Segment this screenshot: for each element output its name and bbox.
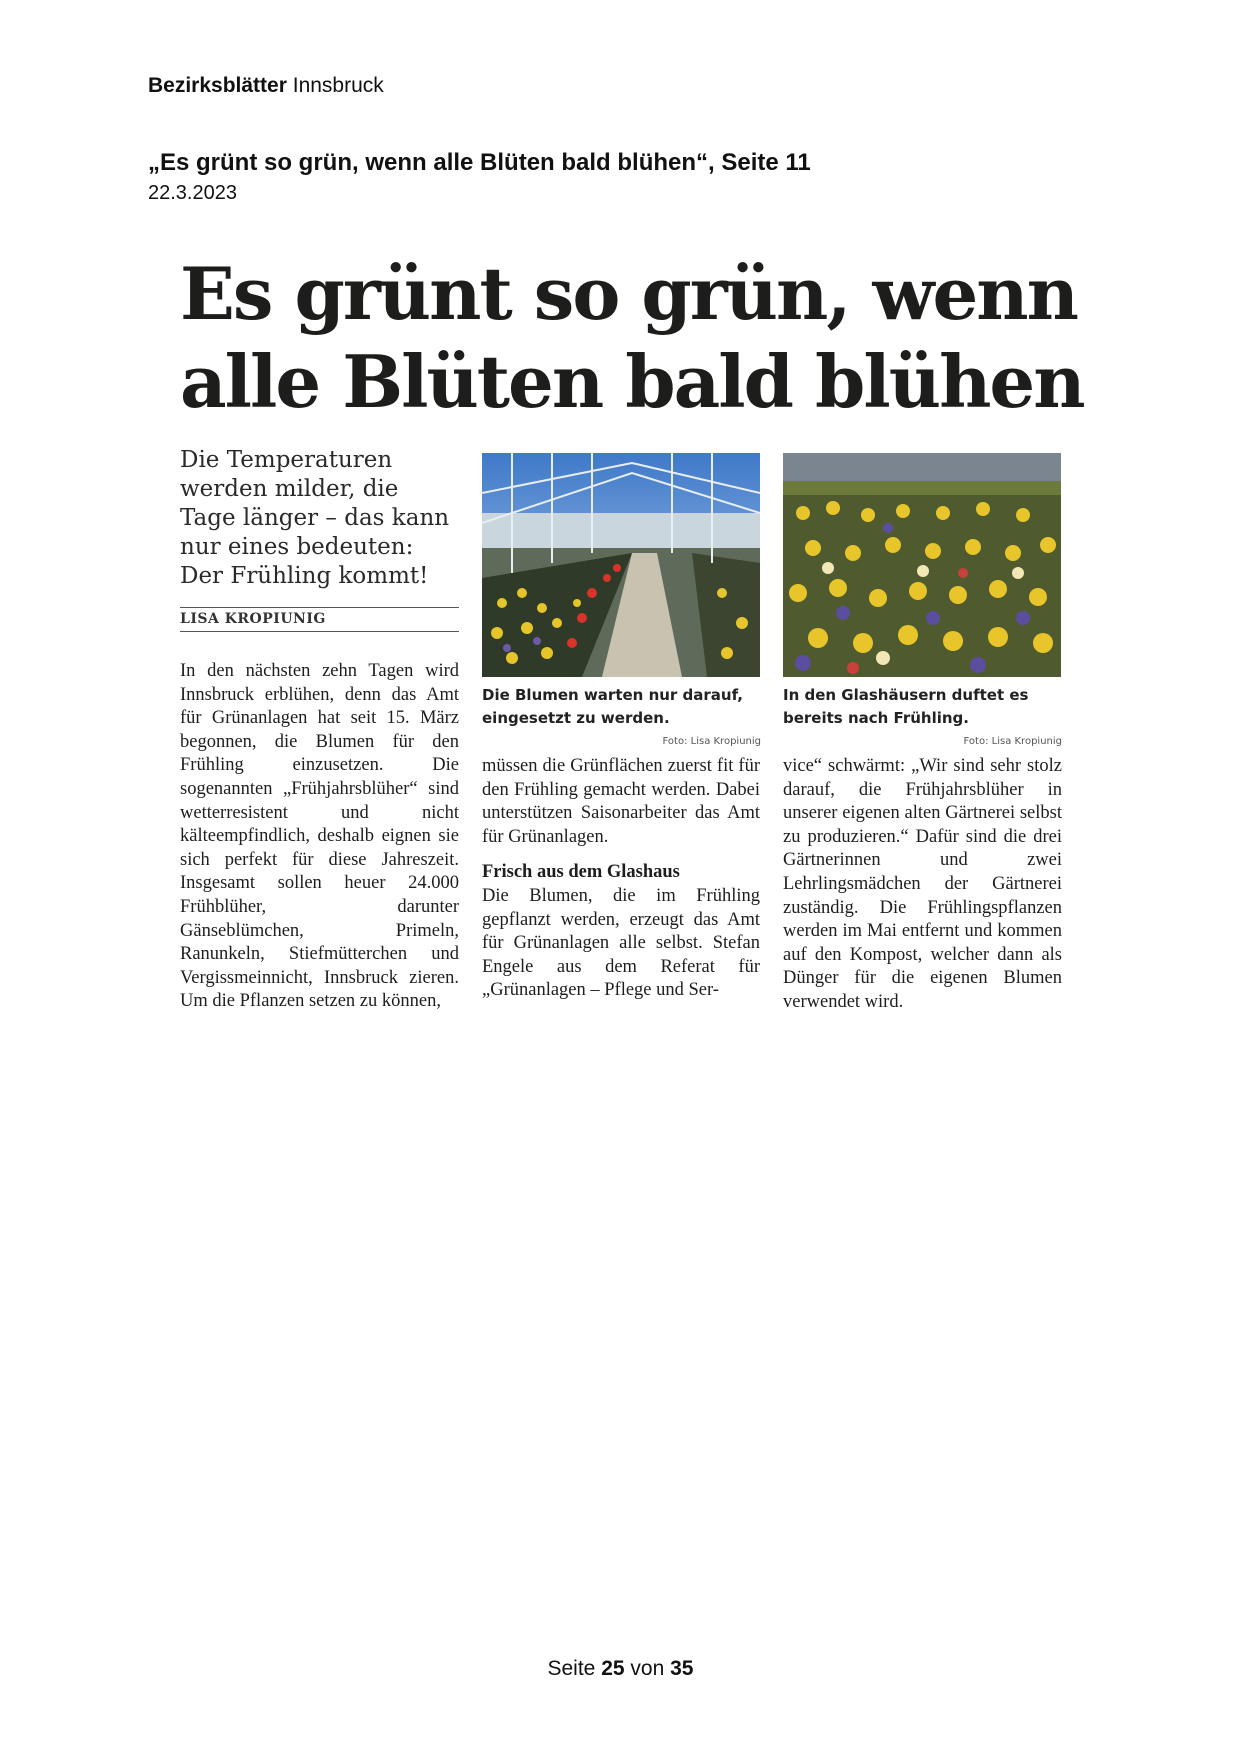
headline bbox=[180, 250, 1084, 426]
footer-page-total: 35 bbox=[670, 1657, 694, 1680]
footer-middle: von bbox=[630, 1657, 665, 1680]
photo-credit-1: Foto: Lisa Kropiunig bbox=[662, 736, 761, 747]
greenhouse-photo-1 bbox=[482, 453, 760, 677]
article-clipping bbox=[180, 250, 1084, 426]
photo-caption-2 bbox=[783, 684, 1062, 753]
author-rule-bottom bbox=[180, 631, 459, 632]
caption-2-text: In den Glashäusern duftet es bereits nach Frühling. bbox=[783, 686, 1029, 727]
body-column-2-part-1: müssen die Grünflächen zuerst fit für den Frühling gemacht werden. Dabei unterstützen Saisonarbeiter das Amt für Grünanlagen. bbox=[482, 756, 760, 847]
footer-prefix: Seite bbox=[547, 1657, 596, 1680]
caption-1-text: Die Blumen warten nur darauf, eingesetzt zu werden. bbox=[482, 686, 744, 727]
headline-line-1: Es grünt so grün, wenn bbox=[180, 251, 1077, 336]
body-column-1: In den nächsten zehn Tagen wird Innsbruck erblühen, denn das Amt für Grünanlagen hat seit 15. März begonnen, die Blumen für den Frühling einzusetzen. Die sogenannten „Frühjahrsblüher“ sind wetterresistent und nicht kälteempfindlich, deshalb eignen sie sich perfekt für diese Jahreszeit. Insgesamt sollen heuer 24.000 Frühblüher, darunter Gänseblümchen, Primeln, Ranunkeln, Stiefmütterchen und Vergissmeinnicht, Innsbruck zieren. Um die Pflanzen setzen zu können, bbox=[180, 661, 459, 1012]
photo-caption-1 bbox=[482, 684, 761, 753]
article-date: 22.3.2023 bbox=[148, 182, 237, 204]
publication-name-city: Innsbruck bbox=[292, 74, 384, 97]
publication-name-bold: Bezirksblätter bbox=[148, 74, 287, 97]
headline-line-2: alle Blüten bald blühen bbox=[180, 339, 1084, 424]
lead-paragraph: Die Temperaturen werden milder, die Tage länger – das kann nur eines bedeuten: Der Frühling kommt! bbox=[180, 447, 450, 589]
photo-credit-2: Foto: Lisa Kropiunig bbox=[963, 736, 1062, 747]
body-column-2 bbox=[482, 755, 760, 1003]
article-reference: „Es grünt so grün, wenn alle Blüten bald blühen“, Seite 11 bbox=[148, 149, 811, 176]
body-column-2-part-2: Die Blumen, die im Frühling gepflanzt werden, erzeugt das Amt für Grünanlagen alle selbst. Stefan Engele aus dem Referat für „Grünanlagen – Pflege und Ser- bbox=[482, 885, 760, 1001]
page-footer bbox=[0, 1657, 1241, 1681]
body-column-3: vice“ schwärmt: „Wir sind sehr stolz darauf, die Frühjahrsblüher in unserer eigenen alten Gärtnerei selbst zu produzieren.“ Dafür sind die drei Gärtnerinnen und zwei Lehrlingsmädchen der Gärtnerei zuständig. Die Frühlingspflanzen werden im Mai entfernt und kommen auf den Kompost, welcher dann als Dünger für die eigenen Blumen verwendet wird. bbox=[783, 756, 1062, 1012]
publication-name bbox=[148, 74, 384, 98]
section-subhead: Frisch aus dem Glashaus bbox=[482, 862, 680, 883]
footer-page-number: 25 bbox=[601, 1657, 625, 1680]
greenhouse-photo-2 bbox=[783, 453, 1061, 677]
author-byline: LISA KROPIUNIG bbox=[180, 611, 326, 627]
author-rule-top bbox=[180, 607, 459, 608]
